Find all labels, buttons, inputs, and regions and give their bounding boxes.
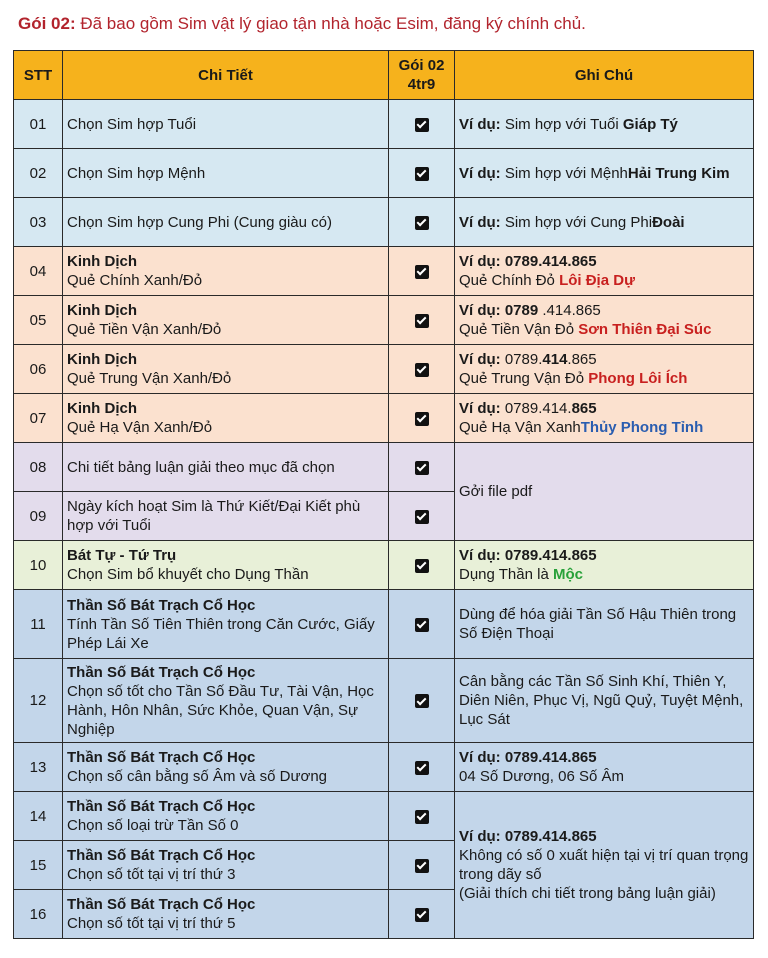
table-row: 13 Thần Số Bát Trạch Cổ Học Chọn số cân bằng số Âm và số Dương Ví dụ: 0789.414.865 04 Số Dương, 06 Số Âm (14, 743, 754, 792)
col-note: Ghi Chú (455, 51, 754, 100)
table-row: 07 Kinh Dịch Quẻ Hạ Vận Xanh/Đỏ Ví dụ: 0789.414.865 Quẻ Hạ Vận XanhThủy Phong Tỉnh (14, 394, 754, 443)
table-row: 06 Kinh Dịch Quẻ Trung Vận Xanh/Đỏ Ví dụ: 0789.414.865 Quẻ Trung Vận Đỏ Phong Lôi Ích (14, 345, 754, 394)
checkbox-checked-icon[interactable] (415, 761, 429, 775)
checkbox-checked-icon[interactable] (415, 118, 429, 132)
table-row: 16 Thần Số Bát Trạch Cổ Học Chọn số tốt tại vị trí thứ 5 (14, 890, 754, 939)
table-row: 05 Kinh Dịch Quẻ Tiền Vận Xanh/Đỏ Ví dụ: 0789 .414.865 Quẻ Tiền Vận Đỏ Sơn Thiên Đại Súc (14, 296, 754, 345)
checkbox-checked-icon[interactable] (415, 618, 429, 632)
checkbox-checked-icon[interactable] (415, 859, 429, 873)
checkbox-checked-icon[interactable] (415, 363, 429, 377)
table-row: 09 Ngày kích hoạt Sim là Thứ Kiết/Đại Kiết phù hợp với Tuổi (14, 492, 754, 541)
col-detail: Chi Tiết (63, 51, 389, 100)
checkbox-checked-icon[interactable] (415, 510, 429, 524)
checkbox-checked-icon[interactable] (415, 167, 429, 181)
table-row: 03 Chọn Sim hợp Cung Phi (Cung giàu có) Ví dụ: Sim hợp với Cung PhiĐoài (14, 198, 754, 247)
table-row: 04 Kinh Dịch Quẻ Chính Xanh/Đỏ Ví dụ: 0789.414.865 Quẻ Chính Đỏ Lôi Địa Dự (14, 247, 754, 296)
checkbox-checked-icon[interactable] (415, 216, 429, 230)
checkbox-checked-icon[interactable] (415, 694, 429, 708)
col-stt: STT (14, 51, 63, 100)
checkbox-checked-icon[interactable] (415, 908, 429, 922)
checkbox-checked-icon[interactable] (415, 461, 429, 475)
package-table (13, 50, 754, 939)
col-package: Gói 02 4tr9 (389, 51, 455, 100)
checkbox-checked-icon[interactable] (415, 265, 429, 279)
checkbox-checked-icon[interactable] (415, 314, 429, 328)
checkbox-checked-icon[interactable] (415, 559, 429, 573)
table-row: 02 Chọn Sim hợp Mệnh Ví dụ: Sim hợp với MệnhHải Trung Kim (14, 149, 754, 198)
table-row: 15 Thần Số Bát Trạch Cổ Học Chọn số tốt tại vị trí thứ 3 (14, 841, 754, 890)
table-row: 12 Thần Số Bát Trạch Cổ Học Chọn số tốt cho Tần Số Đầu Tư, Tài Vận, Học Hành, Hôn Nhân, Sức Khỏe, Quan Vận, Sự Nghiệp Cân bằng các Tần Số Sinh Khí, Thiên Y, Diên Niên, Phục Vị, Ngũ Quỷ, Tuyệt Mệnh, Lục Sát (14, 659, 754, 743)
table-row: 08 Chi tiết bảng luận giải theo mục đã chọn Gởi file pdf (14, 443, 754, 492)
table-header-row (14, 51, 754, 100)
table-row: 14 Thần Số Bát Trạch Cổ Học Chọn số loại trừ Tần Số 0 Ví dụ: 0789.414.865 Không có số 0 xuất hiện tại vị trí quan trọng trong dãy số (Giải thích chi tiết trong bảng luận giải) (14, 792, 754, 841)
table-row: 01 Chọn Sim hợp Tuổi Ví dụ: Sim hợp với Tuổi Giáp Tý (14, 100, 754, 149)
checkbox-checked-icon[interactable] (415, 810, 429, 824)
table-row: 11 Thần Số Bát Trạch Cổ Học Tính Tần Số Tiên Thiên trong Căn Cước, Giấy Phép Lái Xe Dùng để hóa giải Tần Số Hậu Thiên trong Số Điện Thoại (14, 590, 754, 659)
page-title: Gói 02: Đã bao gồm Sim vật lý giao tận nhà hoặc Esim, đăng ký chính chủ. (18, 14, 586, 33)
checkbox-checked-icon[interactable] (415, 412, 429, 426)
table-row: 10 Bát Tự - Tứ Trụ Chọn Sim bổ khuyết cho Dụng Thần Ví dụ: 0789.414.865 Dụng Thần là Mộc (14, 541, 754, 590)
